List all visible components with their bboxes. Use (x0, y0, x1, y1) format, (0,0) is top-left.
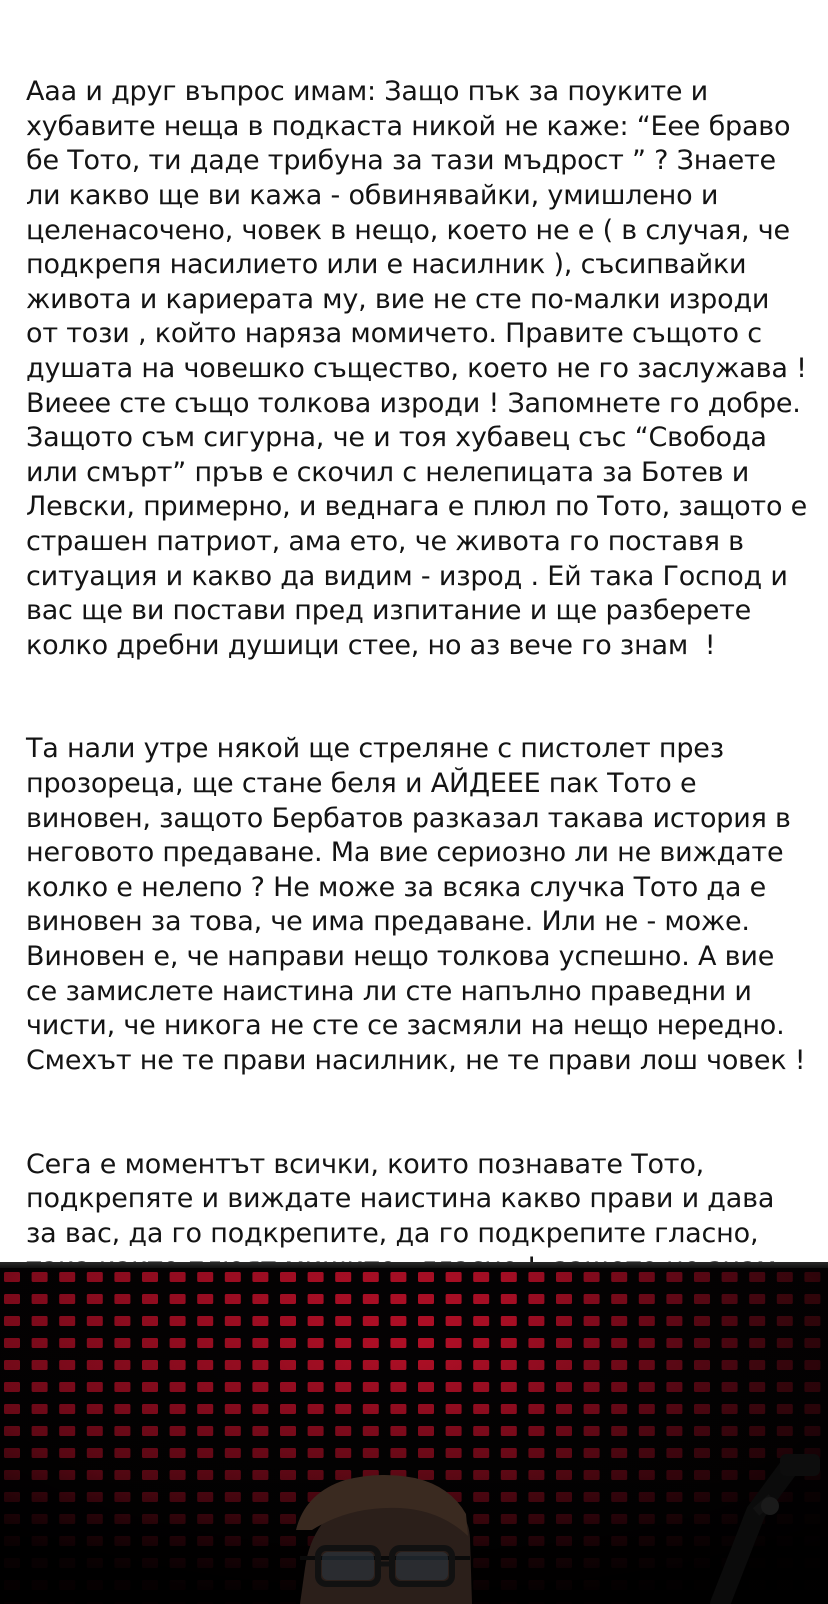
post-paragraph-1: Ааа и друг въпрос имам: Защо пък за поуките и хубавите неща в подкаста никой не каже: “Еее браво бе Тото, ти даде трибуна за тази мъдрост ” ? Знаете ли какво ще ви кажа - обвинявайки, умишлено и целенасочено, човек в нещо, което не е ( в случая, че подкрепя насилието или е насилник ), съсипвайки живота и кариерата му, вие не сте по-малки изроди от този , който наряза момичето. Правите същото с душата на човешко същество, което не го заслужава ! Виеее сте също толкова изроди ! Запомнете го добре. Защото съм сигурна, че и тоя хубавец със “Свобода или смърт” пръв е скочил с нелепицата за Ботев и Левски, примерно, и веднага е плюл по Тото, защото е страшен патриот, ама ето, че живота го поставя в ситуация и какво да видим - изрод . Ей така Господ и вас ще ви постави пред изпитание и ще разберете колко дребни душици стее, но аз вече го знам ! (26, 76, 816, 661)
video-thumbnail[interactable] (0, 1268, 828, 1604)
acoustic-panel-wall (0, 1268, 828, 1604)
post-paragraph-2: Та нали утре някой ще стреляне с пистолет през прозореца, ще стане беля и АЙДЕЕЕ пак Тото е виновен, защото Бербатов разказал такава история в неговото предаване. Ма вие сериозно ли не виждате колко е нелепо ? Не може за всяка случка Тото да е виновен за това, че има предаване. Или не - може. Виновен е, че направи нещо толкова успешно. А вие се замислете наистина ли сте напълно праведни и чисти, че никога не сте се засмяли на нещо нередно. Смехът не те прави насилник, не те прави лош човек ! (26, 733, 806, 1076)
post-paragraph-3: Сега е моментът всички, които познавате Тото, подкрепяте и виждате наистина какво прави и дава за вас, да го подкрепите, да го подкрепите гласно, (26, 1148, 775, 1249)
host-figure (296, 1475, 472, 1604)
